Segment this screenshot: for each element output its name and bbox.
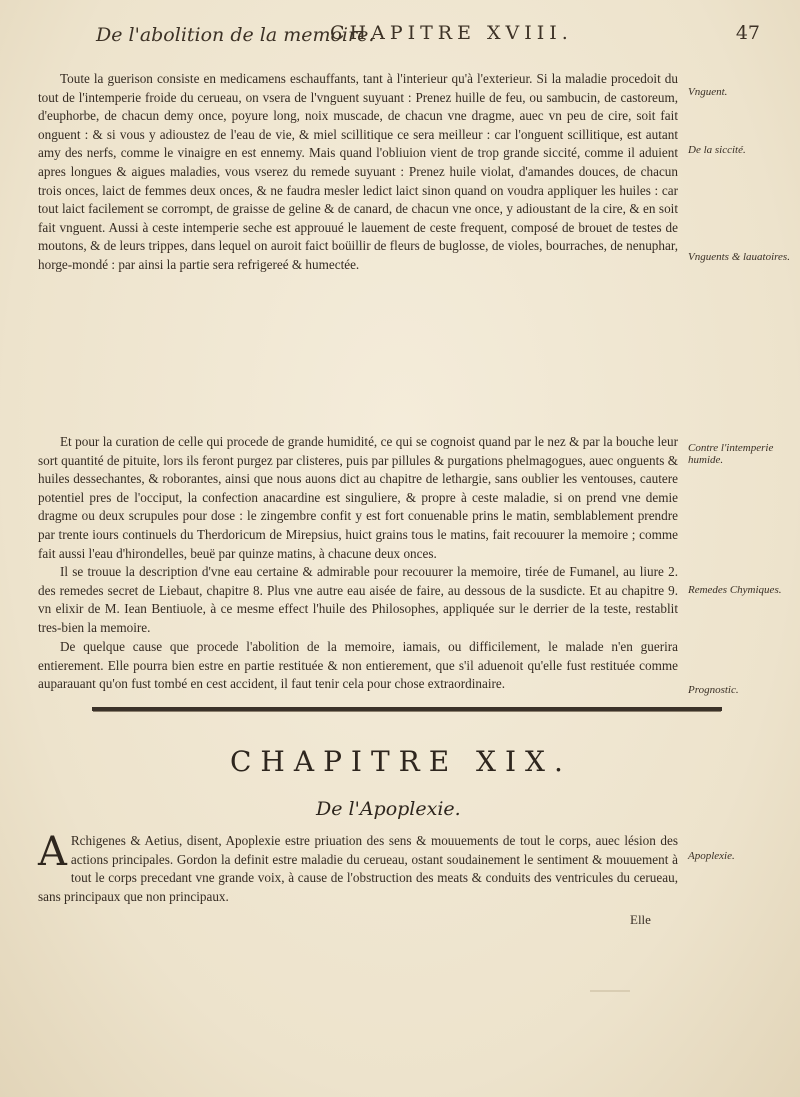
- running-head: [96, 14, 760, 54]
- running-title: De l'abolition de la memoire.: [96, 24, 375, 46]
- running-chapter: CHAPITRE XVIII.: [330, 22, 573, 44]
- marginal-note: Remedes Chymiques.: [688, 584, 782, 596]
- chapter-paragraph: [38, 829, 678, 906]
- marginal-note: Vnguent.: [688, 86, 728, 98]
- paragraph-4: [38, 638, 678, 694]
- marginal-note: Prognostic.: [688, 684, 739, 696]
- paragraph-1: [38, 70, 678, 275]
- marginal-note: Apoplexie.: [688, 850, 735, 862]
- paragraph-text: Il se trouue la description d'vne eau certaine & admirable pour recouurer la memoire, tirée de Fumanel, au liure 2. des remedes secret de Liebaut, chapitre 8. Plus vne autre eau aisée de faire, au dessous de la susdicte. Et au chapitre 9. vn elixir de M. Iean Bentiuole, à ce mesme effect l'huile des Philosophes, appliquée sur le derrier de la teste, restablit tres-bien la memoire.: [38, 564, 678, 635]
- catchword: Elle: [630, 912, 651, 927]
- ornamental-rule: [92, 707, 722, 711]
- marginal-note: Contre l'intemperie humide.: [688, 442, 774, 466]
- chapter-paragraph-text: Rchigenes & Aetius, disent, Apoplexie estre priuation des sens & mouuements de tout le corps, auec lésion des actions principales. Gordon la definit estre maladie du cerueau, ostant soudainement le sentiment & mouuement à tout le corps precedant vne grande voix, à cause de l'obstruction des meats & conduits des ventricules du cerueau, sans principaux que non principaux.: [38, 833, 678, 904]
- drop-cap: A: [38, 829, 67, 875]
- paragraph-text: Et pour la curation de celle qui procede de grande humidité, ce qui se cognoist quand par le nez & par la bouche leur sort quantité de pituite, lors ils feront purgez par clisteres, puis par pillules & purgations phelmagogues, auec onguents & huiles dessechantes, & roborantes, ainsi que nous auons dict au chapitre de lethargie, sans oublier les ventouses, cautere potentiel pres de l'occiput, la confection anacardine est singuliere, & propre à ceste maladie, si on prend vne demie dragme ou deux scrupules pour dose : le zingembre confit y est fort conuenable prins le matin, semblablement prendre par trente iours continuels du Therdoricum de Mirepsius, huict grains tous le matins, fait recouurer la memoire ; comme fait aussi l'eau d'hirondelles, beuë par quinze matins, à chacune deux onces.: [38, 434, 678, 561]
- paragraph-3: [38, 563, 678, 637]
- paragraph-text: Toute la guerison consiste en medicamens eschauffants, tant à l'interieur qu'à l'exterieur. Si la maladie procedoit du tout de l'intemperie froide du cerueau, on vsera de l'vnguent suyuant : Prenez huille de feu, ou sambucin, de castoreum, d'euphorbe, de chacun demy once, poyure long, noix muscade, de chacun vne dragme, auec vn peu de cire, soit fait onguent : & si vous y adioustez de l'eau de vie, & miel scillitique ce sera meilleur : car l'onguent scillitique, est autant amy des nerfs, comme le vinaigre en est ennemy. Mais quand l'obliuion vient de trop grande siccité, comme il aduient apres longues & aigues maladies, vous vserez du remede suyuant : Prenez huile violat, d'amandes douces, de chacun trois onces, laict de femmes deux onces, & ne faudra mesler ledict laict sinon quand on voudra appliquer les huiles : car tout laict facilement se corrompt, de graisse de geline & de canard, de chacun vne once, y adioustant de la cire, & en soit fait vnguent. Aussi à ceste intemperie seche est approuué le lauement de ceste frequent, composé de brouet de testes de moutons, & de leurs trippes, dans lequel on auroit faict boüillir de fleurs de buglosse, de violes, bourraches, de nenuphar, horge-mondé : par ainsi la partie sera refrigereé & humectée.: [38, 71, 678, 272]
- paper-stain: [590, 990, 630, 992]
- marginal-note: Vnguents & lauatoires.: [688, 251, 790, 263]
- paragraph-text: De quelque cause que procede l'abolition de la memoire, iamais, ou difficilement, le malade n'en guerira entierement. Elle pourra bien estre en partie restituée & non entierement, que s'il aduenoit qu'elle fust restituée comme auparauant qu'on fust tombé en cest accident, il faut tenir cela pour chose extraordinaire.: [38, 639, 678, 692]
- chapter-heading: CHAPITRE XIX.: [230, 745, 572, 778]
- chapter-subtitle: De l'Apoplexie.: [316, 798, 461, 820]
- marginal-note: De la siccité.: [688, 144, 746, 156]
- paragraph-2: [38, 433, 678, 563]
- page-number: 47: [735, 22, 760, 44]
